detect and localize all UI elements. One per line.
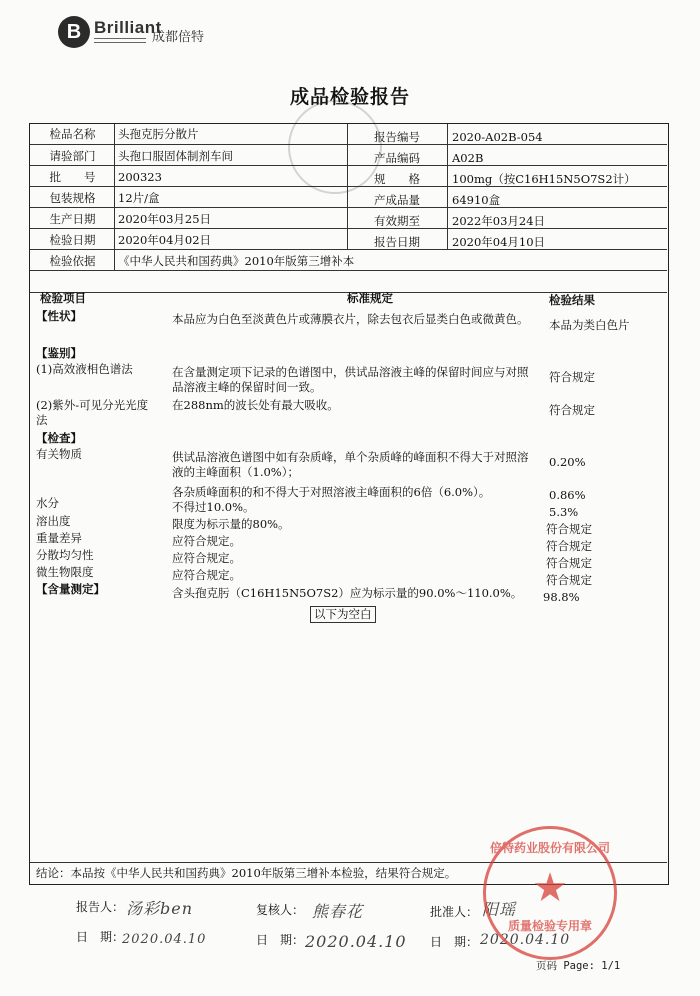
approver-signature: 阳瑶 [482, 900, 517, 919]
item-water: 水分 [36, 496, 59, 510]
res-character: 本品为类白色片 [549, 318, 630, 332]
grid-line [114, 124, 115, 270]
label-product-name: 检品名称 [49, 127, 96, 141]
res-water: 5.3% [549, 505, 579, 519]
grid-line [30, 165, 667, 166]
brand-name: Brilliant [94, 18, 162, 37]
company-name: 成都倍特 [152, 30, 205, 45]
value-production-date: 2020年03月25日 [118, 212, 212, 226]
std-uv: 在288nm的波长处有最大吸收。 [172, 398, 339, 412]
res-related-2: 0.86% [549, 488, 586, 502]
label-report-date: 报告日期 [374, 235, 420, 249]
brand-underline [94, 38, 146, 43]
item-uv: (2)紫外-可见分光光度法 [36, 398, 149, 427]
res-dispersion: 符合规定 [546, 556, 592, 570]
reviewer-date-label: 日 期： [256, 933, 305, 947]
company-logo-icon: B [58, 16, 90, 48]
std-character: 本品应为白色至淡黄色片或薄膜衣片，除去包衣后显类白色或微黄色。 [172, 312, 529, 326]
item-weight: 重量差异 [36, 531, 82, 545]
value-spec: 100mg（按C16H15N5O7S2计） [452, 172, 636, 186]
reviewer-label: 复核人： [256, 903, 305, 917]
grid-line [30, 186, 667, 187]
item-dispersion: 分散均匀性 [36, 548, 94, 562]
std-water: 不得过10.0%。 [172, 500, 255, 514]
value-quantity: 64910盒 [452, 193, 501, 207]
reviewer-signature: 熊春花 [312, 902, 364, 921]
res-assay: 98.8% [543, 590, 580, 604]
res-hplc: 符合规定 [549, 370, 595, 384]
label-report-no: 报告编号 [374, 130, 420, 144]
res-related-1: 0.20% [549, 455, 586, 469]
blank-below-note: 以下为空白 [310, 606, 376, 623]
item-related: 有关物质 [36, 447, 82, 461]
value-test-date: 2020年04月02日 [118, 233, 212, 247]
value-product-code: A02B [452, 151, 484, 165]
col-header-standard: 标准规定 [347, 291, 393, 305]
std-assay: 含头孢克肟（C16H15N5O7S2）应为标示量的90.0%～110.0%。 [172, 586, 523, 600]
grid-line [30, 144, 667, 145]
std-dispersion: 应符合规定。 [172, 551, 241, 565]
res-weight: 符合规定 [546, 539, 592, 553]
label-packaging: 包装规格 [49, 191, 96, 205]
approver-label: 批准人： [430, 905, 479, 919]
res-uv: 符合规定 [549, 403, 595, 417]
label-department: 请验部门 [49, 149, 96, 163]
reporter-label: 报告人： [76, 900, 125, 914]
value-basis: 《中华人民共和国药典》2010年版第三增补本 [118, 254, 355, 268]
label-quantity: 产成品量 [374, 193, 420, 207]
reviewer-date: 2020.04.10 [305, 932, 407, 951]
section-check: 【检查】 [36, 431, 82, 445]
std-related-1: 供试品溶液色谱图中如有杂质峰，单个杂质峰的峰面积不得大于对照溶液的主峰面积（1.0%）； [172, 450, 529, 479]
res-dissolution: 符合规定 [546, 522, 592, 536]
value-expiry: 2022年03月24日 [452, 214, 546, 228]
value-report-date: 2020年04月10日 [452, 235, 546, 249]
value-department: 头孢口服固体制剂车间 [118, 149, 233, 163]
col-header-result: 检验结果 [549, 293, 595, 307]
report-title: 成品检验报告 [289, 86, 410, 108]
reporter-date-label: 日 期： [76, 930, 125, 944]
seal-bottom-text: 质量检验专用章 [507, 919, 592, 933]
label-expiry: 有效期至 [374, 214, 420, 228]
section-assay: 【含量测定】 [36, 582, 105, 596]
grid-line [30, 228, 667, 229]
res-micro: 符合规定 [546, 573, 592, 587]
item-dissolution: 溶出度 [36, 514, 71, 528]
col-header-item: 检验项目 [40, 291, 86, 305]
label-production-date: 生产日期 [49, 212, 96, 226]
seal-star-icon: ★ [532, 865, 568, 911]
grid-line [30, 249, 667, 250]
reporter-date: 2020.04.10 [122, 932, 207, 947]
page-number: 页码 Page: 1/1 [536, 960, 621, 972]
std-dissolution: 限度为标示量的80%。 [172, 517, 290, 531]
std-weight: 应符合规定。 [172, 534, 241, 548]
label-product-code: 产品编码 [374, 151, 420, 165]
item-micro: 微生物限度 [36, 565, 94, 579]
value-packaging: 12片/盒 [118, 191, 160, 205]
label-batch: 批 号 [49, 170, 96, 184]
std-hplc: 在含量测定项下记录的色谱图中，供试品溶液主峰的保留时间应与对照品溶液主峰的保留时间一致。 [172, 365, 529, 394]
label-spec: 规 格 [374, 172, 420, 186]
grid-line [447, 124, 448, 249]
approver-date: 2020.04.10 [480, 932, 571, 948]
value-product-name: 头孢克肟分散片 [118, 127, 199, 141]
section-identification: 【鉴别】 [36, 346, 82, 360]
section-character: 【性状】 [36, 309, 82, 323]
value-batch: 200323 [118, 170, 162, 184]
std-related-2: 各杂质峰面积的和不得大于对照溶液主峰面积的6倍（6.0%）。 [172, 485, 491, 499]
value-report-no: 2020-A02B-054 [452, 130, 543, 144]
std-micro: 应符合规定。 [172, 568, 241, 582]
grid-line [30, 207, 667, 208]
reporter-signature: 汤彩ben [126, 899, 194, 918]
grid-line [30, 270, 667, 271]
seal-top-text: 倍特药业股份有限公司 [489, 841, 610, 855]
conclusion: 结论：本品按《中华人民共和国药典》2010年版第三增补本检验，结果符合规定。 [36, 866, 457, 880]
item-hplc: (1)高效液相色谱法 [36, 362, 133, 376]
label-basis: 检验依据 [49, 254, 96, 268]
company-seal-icon [483, 826, 617, 960]
label-test-date: 检验日期 [49, 233, 96, 247]
approver-date-label: 日 期： [430, 935, 479, 949]
